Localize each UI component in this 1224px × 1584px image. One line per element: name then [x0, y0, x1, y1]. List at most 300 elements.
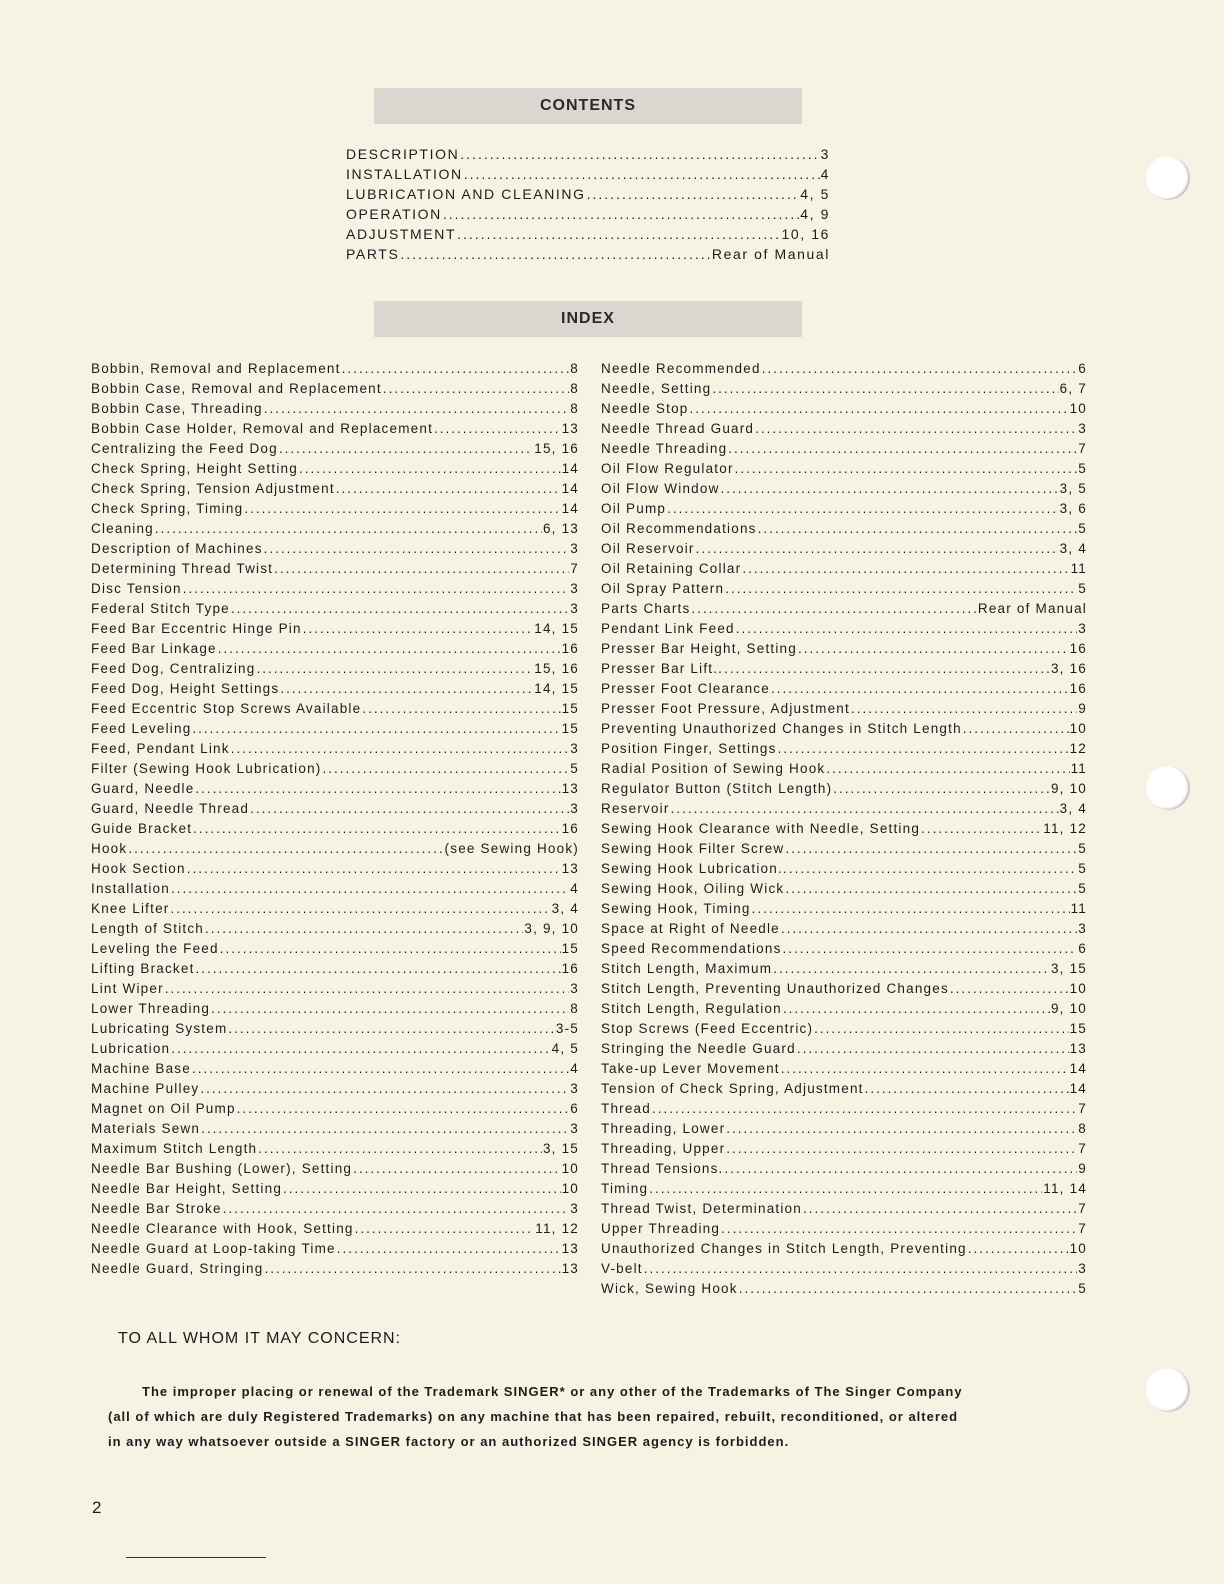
index-entry	[601, 381, 1087, 401]
entry-page: 5	[1078, 461, 1087, 476]
entry-page: 7	[570, 561, 579, 576]
entry-label: Bobbin Case, Threading	[91, 401, 263, 416]
dot-leader	[244, 501, 560, 516]
entry-page: 3	[570, 1121, 579, 1136]
entry-page: 3, 5	[1059, 481, 1087, 496]
index-entry	[91, 1081, 579, 1101]
dot-leader	[171, 901, 551, 916]
entry-page: 3, 9, 10	[524, 921, 579, 936]
entry-page: 13	[561, 861, 579, 876]
index-entry	[601, 421, 1087, 441]
entry-label: Oil Recommendations	[601, 521, 757, 536]
index-entry	[91, 1181, 579, 1201]
entry-page: 8	[570, 381, 579, 396]
index-entry	[91, 841, 579, 861]
dot-leader	[797, 1041, 1069, 1056]
index-entry	[91, 1221, 579, 1241]
dot-leader	[195, 781, 560, 796]
dot-leader	[337, 1241, 561, 1256]
contents-heading: CONTENTS	[374, 88, 802, 124]
index-entry	[601, 981, 1087, 1001]
index-entry	[91, 581, 579, 601]
entry-page: 6, 13	[542, 521, 579, 536]
dot-leader	[400, 246, 710, 262]
entry-page: 8	[1078, 1121, 1087, 1136]
dot-leader	[336, 481, 561, 496]
entry-page: 15	[1069, 1021, 1087, 1036]
entry-page: 15	[561, 941, 579, 956]
entry-page: 3, 4	[551, 901, 579, 916]
index-entry	[601, 901, 1087, 921]
index-entry	[91, 601, 579, 621]
entry-label: Tension of Check Spring, Adjustment	[601, 1081, 864, 1096]
dot-leader	[283, 1181, 561, 1196]
entry-label: Check Spring, Height Setting	[91, 461, 298, 476]
dot-leader	[211, 1001, 569, 1016]
entry-label: Materials Sewn	[91, 1121, 201, 1136]
dot-leader	[803, 1201, 1077, 1216]
entry-label: Needle Bar Height, Setting	[91, 1181, 283, 1196]
page-number: 2	[92, 1498, 102, 1517]
dot-leader	[644, 1261, 1078, 1276]
entry-label: Thread Twist, Determination	[601, 1201, 802, 1216]
dot-leader	[785, 841, 1077, 856]
entry-label: Thread	[601, 1101, 651, 1116]
index-entry	[601, 1001, 1087, 1021]
entry-label: Preventing Unauthorized Changes in Stitch Length	[601, 721, 962, 736]
dot-leader	[851, 701, 1077, 716]
index-entry	[601, 481, 1087, 501]
dot-leader	[789, 861, 1077, 876]
dot-leader	[921, 821, 1042, 836]
entry-label: Hook	[91, 841, 128, 856]
entry-label: Filter (Sewing Hook Lubrication)	[91, 761, 322, 776]
index-entry	[91, 361, 579, 381]
entry-page: 9	[1078, 701, 1087, 716]
entry-label: Sewing Hook Lubrication..	[601, 861, 788, 876]
entry-page: 11	[1070, 561, 1087, 576]
dot-leader	[721, 481, 1059, 496]
entry-page: 11	[1070, 761, 1087, 776]
entry-label: Needle, Setting	[601, 381, 712, 396]
entry-page: 15	[561, 701, 579, 716]
dot-leader	[865, 1081, 1069, 1096]
dot-leader	[735, 461, 1078, 476]
dot-leader	[383, 381, 569, 396]
index-entry	[601, 921, 1087, 941]
index-entry	[601, 881, 1087, 901]
entry-page: 16	[1069, 681, 1087, 696]
index-right-column	[601, 361, 1087, 1301]
entry-label: DESCRIPTION	[346, 146, 460, 162]
entry-label: Bobbin Case Holder, Removal and Replacement	[91, 421, 434, 436]
entry-label: Magnet on Oil Pump	[91, 1101, 236, 1116]
index-entry	[91, 641, 579, 661]
index-entry	[601, 1021, 1087, 1041]
index-entry	[601, 661, 1087, 681]
dot-leader	[220, 941, 561, 956]
entry-label: Lifting Bracket	[91, 961, 195, 976]
entry-page: 13	[561, 781, 579, 796]
dot-leader	[778, 741, 1069, 756]
index-entry	[91, 941, 579, 961]
dot-leader	[696, 541, 1059, 556]
entry-page: 11, 14	[1043, 1181, 1087, 1196]
dot-leader	[724, 661, 1050, 676]
entry-label: Hook Section	[91, 861, 186, 876]
entry-page: 10	[561, 1161, 579, 1176]
entry-label: Speed Recommendations	[601, 941, 782, 956]
index-entry	[91, 1061, 579, 1081]
index-entry	[601, 601, 1087, 621]
entry-page: 3, 4	[1059, 801, 1087, 816]
index-left-column	[91, 361, 579, 1281]
index-entry	[601, 781, 1087, 801]
index-entry	[601, 521, 1087, 541]
contents-entry	[346, 226, 830, 246]
dot-leader	[652, 1101, 1077, 1116]
index-entry	[601, 861, 1087, 881]
index-entry	[91, 801, 579, 821]
dot-leader	[758, 521, 1078, 536]
index-entry	[91, 741, 579, 761]
entry-page: 7	[1078, 1201, 1087, 1216]
dot-leader	[192, 1061, 569, 1076]
entry-page: 14	[561, 481, 579, 496]
dot-leader	[783, 941, 1078, 956]
index-entry	[91, 821, 579, 841]
dot-leader	[193, 821, 560, 836]
entry-label: ADJUSTMENT	[346, 226, 457, 242]
index-entry	[91, 501, 579, 521]
notice-line: in any way whatsoever outside a SINGER factory or an authorized SINGER agency is forbidden.	[108, 1434, 790, 1449]
index-entry	[601, 1221, 1087, 1241]
entry-page: 11, 12	[1043, 821, 1087, 836]
contents-entry	[346, 146, 830, 166]
entry-page: 10	[1069, 1241, 1087, 1256]
entry-label: Sewing Hook Filter Screw	[601, 841, 785, 856]
index-entry	[91, 521, 579, 541]
entry-page: 13	[1069, 1041, 1087, 1056]
entry-page: Rear of Manual	[977, 601, 1087, 616]
entry-label: Guide Bracket	[91, 821, 193, 836]
entry-label: Presser Bar Height, Setting	[601, 641, 797, 656]
punch-hole-icon	[1146, 1368, 1190, 1412]
index-entry	[91, 1021, 579, 1041]
index-entry	[91, 401, 579, 421]
entry-page: 5	[1078, 841, 1087, 856]
entry-page: 9, 10	[1050, 781, 1087, 796]
entry-label: Needle Bar Stroke	[91, 1201, 222, 1216]
entry-page: 3	[570, 541, 579, 556]
entry-page: 10	[1069, 981, 1087, 996]
entry-page: 6	[1078, 361, 1087, 376]
entry-page: 3-5	[555, 1021, 579, 1036]
index-entry	[601, 1241, 1087, 1261]
dot-leader	[355, 1221, 535, 1236]
entry-label: Needle Stop	[601, 401, 689, 416]
dot-leader	[460, 146, 819, 162]
entry-label: Oil Reservoir	[601, 541, 695, 556]
index-entry	[91, 421, 579, 441]
entry-page: 3	[570, 801, 579, 816]
entry-label: Sewing Hook, Timing	[601, 901, 751, 916]
entry-label: Stitch Length, Preventing Unauthorized Changes	[601, 981, 949, 996]
index-entry	[601, 1081, 1087, 1101]
entry-label: INSTALLATION	[346, 166, 463, 182]
entry-label: Thread Tensions.	[601, 1161, 724, 1176]
dot-leader	[196, 961, 561, 976]
entry-label: Sewing Hook, Oiling Wick	[601, 881, 785, 896]
entry-page: 14, 15	[534, 621, 579, 636]
index-entry	[91, 561, 579, 581]
dot-leader	[258, 1141, 542, 1156]
notice-heading: TO ALL WHOM IT MAY CONCERN:	[118, 1330, 402, 1347]
dot-leader	[726, 1141, 1077, 1156]
entry-label: Threading, Upper	[601, 1141, 726, 1156]
index-entry	[91, 861, 579, 881]
entry-page: 3	[1078, 1261, 1087, 1276]
index-entry	[601, 621, 1087, 641]
entry-page: 3	[570, 1201, 579, 1216]
dot-leader	[205, 921, 523, 936]
entry-label: Installation	[91, 881, 170, 896]
entry-label: Feed Dog, Height Settings	[91, 681, 280, 696]
entry-label: Presser Bar Lift..	[601, 661, 724, 676]
punch-hole-icon	[1146, 766, 1190, 810]
entry-label: Sewing Hook Clearance with Needle, Setting	[601, 821, 921, 836]
notice-paragraph	[108, 1379, 1068, 1454]
dot-leader	[264, 1261, 560, 1276]
index-entry	[601, 501, 1087, 521]
entry-page: 16	[561, 821, 579, 836]
dot-leader	[833, 781, 1050, 796]
entry-page: 7	[1078, 441, 1087, 456]
index-entry	[601, 1041, 1087, 1061]
dot-leader	[781, 921, 1077, 936]
index-entry	[91, 1241, 579, 1261]
entry-page: 8	[570, 361, 579, 376]
dot-leader	[691, 601, 976, 616]
entry-page: 4	[570, 1061, 579, 1076]
dot-leader	[280, 681, 533, 696]
entry-label: Unauthorized Changes in Stitch Length, Preventing	[601, 1241, 967, 1256]
entry-page: (see Sewing Hook)	[444, 841, 579, 856]
entry-page: 9, 10	[1050, 1001, 1087, 1016]
index-entry	[91, 541, 579, 561]
entry-label: Upper Threading	[601, 1221, 721, 1236]
index-entry	[91, 761, 579, 781]
entry-label: Reservoir	[601, 801, 670, 816]
entry-label: OPERATION	[346, 206, 442, 222]
index-entry	[91, 661, 579, 681]
entry-label: Needle Recommended	[601, 361, 761, 376]
dot-leader	[785, 881, 1077, 896]
dot-leader	[250, 801, 569, 816]
entry-label: Threading, Lower	[601, 1121, 726, 1136]
entry-page: 3	[570, 581, 579, 596]
entry-label: Knee Lifter	[91, 901, 170, 916]
index-entry	[601, 1281, 1087, 1301]
index-entry	[601, 1141, 1087, 1161]
entry-label: Presser Foot Clearance	[601, 681, 770, 696]
entry-label: Feed, Pendant Link	[91, 741, 230, 756]
entry-label: Timing	[601, 1181, 649, 1196]
dot-leader	[171, 881, 569, 896]
dot-leader	[798, 641, 1069, 656]
entry-label: PARTS	[346, 246, 400, 262]
entry-page: 5	[570, 761, 579, 776]
entry-label: V-belt	[601, 1261, 643, 1276]
dot-leader	[725, 1161, 1078, 1176]
index-entry	[601, 821, 1087, 841]
dot-leader	[725, 581, 1077, 596]
entry-label: Length of Stitch	[91, 921, 205, 936]
entry-page: 3	[1078, 621, 1087, 636]
dot-leader	[362, 701, 560, 716]
dot-leader	[950, 981, 1069, 996]
entry-label: Check Spring, Timing	[91, 501, 244, 516]
dot-leader	[464, 166, 820, 182]
index-entry	[91, 1201, 579, 1221]
entry-page: 5	[1078, 521, 1087, 536]
entry-page: 11	[1070, 901, 1087, 916]
dot-leader	[649, 1181, 1042, 1196]
dot-leader	[739, 1281, 1078, 1296]
entry-label: Centralizing the Feed Dog	[91, 441, 278, 456]
entry-page: 16	[561, 961, 579, 976]
dot-leader	[826, 761, 1069, 776]
index-entry	[601, 1121, 1087, 1141]
dot-leader	[155, 521, 542, 536]
entry-page: 4	[820, 166, 830, 182]
entry-page: 7	[1078, 1221, 1087, 1236]
dot-leader	[736, 621, 1078, 636]
entry-page: 13	[561, 1261, 579, 1276]
entry-page: 3	[570, 1081, 579, 1096]
dot-leader	[742, 561, 1069, 576]
dot-leader	[256, 661, 533, 676]
entry-page: 5	[1078, 1281, 1087, 1296]
entry-label: Needle Guard at Loop-taking Time	[91, 1241, 336, 1256]
index-entry	[601, 941, 1087, 961]
index-entry	[601, 741, 1087, 761]
entry-label: Disc Tension	[91, 581, 182, 596]
dot-leader	[721, 1221, 1077, 1236]
entry-label: Stitch Length, Regulation	[601, 1001, 782, 1016]
entry-page: 3, 6	[1059, 501, 1087, 516]
dot-leader	[814, 1021, 1068, 1036]
entry-page: 14	[1069, 1081, 1087, 1096]
index-entry	[91, 1261, 579, 1281]
dot-leader	[671, 801, 1059, 816]
dot-leader	[712, 381, 1058, 396]
entry-page: 14	[561, 461, 579, 476]
entry-label: Needle Clearance with Hook, Setting	[91, 1221, 354, 1236]
dot-leader	[587, 186, 800, 202]
index-entry	[601, 541, 1087, 561]
entry-page: 10	[1069, 401, 1087, 416]
entry-label: Cleaning	[91, 521, 154, 536]
index-entry	[91, 1141, 579, 1161]
dot-leader	[443, 206, 799, 222]
dot-leader	[228, 1021, 554, 1036]
entry-page: 15, 16	[534, 661, 579, 676]
entry-label: Feed Dog, Centralizing	[91, 661, 256, 676]
dot-leader	[200, 1081, 569, 1096]
entry-label: Leveling the Feed	[91, 941, 219, 956]
dot-leader	[128, 841, 443, 856]
entry-page: 5	[1078, 581, 1087, 596]
entry-page: 8	[570, 401, 579, 416]
index-entry	[601, 581, 1087, 601]
notice-line: The improper placing or renewal of the Trademark SINGER* or any other of the Trademarks of The Singer Company	[142, 1384, 963, 1399]
index-entry	[91, 441, 579, 461]
dot-leader	[201, 1121, 569, 1136]
entry-label: Lubricating System	[91, 1021, 228, 1036]
index-entry	[91, 901, 579, 921]
entry-page: 5	[1078, 861, 1087, 876]
entry-page: 3	[1078, 921, 1087, 936]
entry-page: 3	[820, 146, 830, 162]
entry-page: 15	[561, 721, 579, 736]
entry-label: Guard, Needle Thread	[91, 801, 250, 816]
dot-leader	[963, 721, 1069, 736]
entry-label: Oil Flow Regulator	[601, 461, 734, 476]
dot-leader	[342, 361, 570, 376]
entry-label: Feed Bar Eccentric Hinge Pin	[91, 621, 302, 636]
entry-page: 14	[561, 501, 579, 516]
entry-page: 13	[561, 1241, 579, 1256]
entry-page: 12	[1069, 741, 1087, 756]
contents-list	[346, 146, 830, 266]
entry-label: Regulator Button (Stitch Length)	[601, 781, 833, 796]
index-entry	[601, 701, 1087, 721]
entry-label: Feed Bar Linkage	[91, 641, 217, 656]
entry-page: 4, 5	[800, 186, 830, 202]
entry-page: 3, 15	[542, 1141, 579, 1156]
entry-label: Pendant Link Feed	[601, 621, 735, 636]
entry-label: Oil Retaining Collar	[601, 561, 742, 576]
entry-page: 10	[1069, 721, 1087, 736]
index-entry	[601, 1201, 1087, 1221]
entry-page: 3, 16	[1050, 661, 1087, 676]
dot-leader	[279, 441, 533, 456]
entry-label: Maximum Stitch Length	[91, 1141, 258, 1156]
dot-leader	[192, 721, 560, 736]
index-entry	[91, 981, 579, 1001]
entry-page: Rear of Manual	[711, 246, 830, 262]
index-entry	[601, 801, 1087, 821]
index-entry	[601, 1161, 1087, 1181]
dot-leader	[728, 441, 1077, 456]
entry-page: 8	[570, 1001, 579, 1016]
index-entry	[91, 1041, 579, 1061]
dot-leader	[667, 501, 1059, 516]
index-entry	[601, 361, 1087, 381]
entry-label: Federal Stitch Type	[91, 601, 230, 616]
entry-page: 6	[570, 1101, 579, 1116]
index-entry	[91, 781, 579, 801]
index-entry	[91, 681, 579, 701]
entry-label: Take-up Lever Movement	[601, 1061, 780, 1076]
dot-leader	[773, 961, 1050, 976]
dot-leader	[231, 601, 569, 616]
index-entry	[91, 921, 579, 941]
dot-leader	[231, 741, 570, 756]
index-entry	[601, 1181, 1087, 1201]
entry-page: 10, 16	[781, 226, 830, 242]
